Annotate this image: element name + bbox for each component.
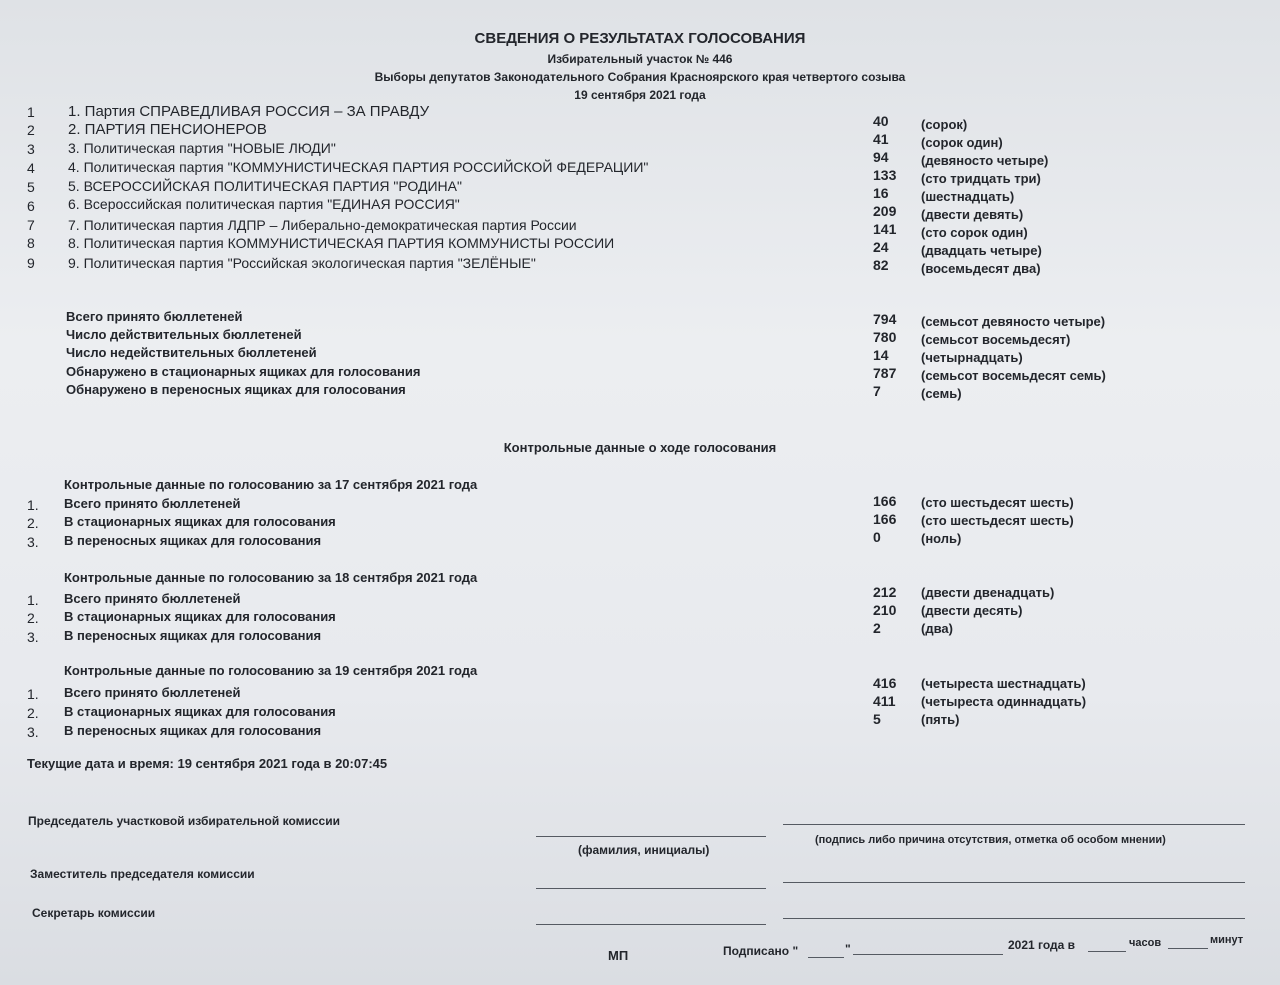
name-caption: (фамилия, инициалы) xyxy=(578,843,710,857)
totals-value: 787 xyxy=(873,365,897,381)
control-row-label: В стационарных ящиках для голосования xyxy=(64,609,336,624)
election-date: 19 сентября 2021 года xyxy=(574,88,706,102)
control-row-label: В стационарных ящиках для голосования xyxy=(64,514,336,529)
control-row-value: 0 xyxy=(873,529,881,545)
row-index: 1 xyxy=(27,104,35,120)
party-votes-words: (сто сорок один) xyxy=(921,225,1028,240)
year-label: 2021 года в xyxy=(1008,938,1076,952)
row-index: 6 xyxy=(27,198,35,214)
party-name: 7. Политическая партия ЛДПР – Либерально-демократическая партия России xyxy=(68,217,577,233)
party-votes: 82 xyxy=(873,257,889,273)
party-name: 8. Политическая партия КОММУНИСТИЧЕСКАЯ ПАРТИЯ КОММУНИСТЫ РОССИИ xyxy=(68,235,615,251)
party-votes-words: (сорок один) xyxy=(921,135,1003,150)
party-votes-words: (шестнадцать) xyxy=(921,189,1015,204)
hours-label: часов xyxy=(1129,937,1162,949)
control-row-value: 411 xyxy=(873,693,896,709)
control-row-label: В переносных ящиках для голосования xyxy=(64,628,322,643)
minutes-line[interactable] xyxy=(1168,948,1208,949)
control-row-label: Всего принято бюллетеней xyxy=(64,496,241,511)
deputy-signature-line[interactable] xyxy=(783,882,1245,883)
totals-value: 794 xyxy=(873,311,897,327)
control-section-title: Контрольные данные о ходе голосования xyxy=(503,440,777,455)
secretary-name-line[interactable] xyxy=(536,924,766,925)
party-votes-words: (девяносто четыре) xyxy=(921,153,1049,168)
control-row-words: (четыреста шестнадцать) xyxy=(921,676,1086,691)
party-name: 3. Политическая партия "НОВЫЕ ЛЮДИ" xyxy=(68,140,336,156)
control-row-label: В переносных ящиках для голосования xyxy=(64,723,322,738)
party-votes-words: (сто тридцать три) xyxy=(921,171,1041,186)
row-index: 4 xyxy=(27,160,35,176)
totals-words: (семьсот восемьдесят) xyxy=(921,332,1071,347)
totals-value: 14 xyxy=(873,347,889,363)
chairman-label: Председатель участковой избирательной комиссии xyxy=(28,814,340,828)
party-votes-words: (сорок) xyxy=(921,117,968,132)
party-name: 2. ПАРТИЯ ПЕНСИОНЕРОВ xyxy=(68,121,267,138)
control-row-words: (двести двенадцать) xyxy=(921,585,1055,600)
row-index: 2. xyxy=(27,515,39,531)
totals-words: (семь) xyxy=(921,386,962,401)
control-row-value: 416 xyxy=(873,675,897,691)
row-index: 1. xyxy=(27,497,39,513)
control-row-label: Всего принято бюллетеней xyxy=(64,685,241,700)
row-index: 9 xyxy=(27,255,35,271)
party-votes: 133 xyxy=(873,167,897,183)
control-row-words: (сто шестьдесят шесть) xyxy=(921,513,1074,528)
party-votes: 40 xyxy=(873,113,889,129)
totals-words: (семьсот восемьдесят семь) xyxy=(921,368,1106,383)
control-row-words: (двести десять) xyxy=(921,603,1023,618)
party-votes: 16 xyxy=(873,185,889,201)
stamp-place: МП xyxy=(608,948,629,963)
secretary-label: Секретарь комиссии xyxy=(32,906,156,920)
control-row-words: (четыреста одиннадцать) xyxy=(921,694,1087,709)
totals-label: Число недействительных бюллетеней xyxy=(66,345,317,360)
signed-quote: " xyxy=(845,942,851,956)
control-row-words: (пять) xyxy=(921,712,960,727)
minutes-label: минут xyxy=(1210,934,1244,946)
row-index: 8 xyxy=(27,235,35,251)
control-row-label: Всего принято бюллетеней xyxy=(64,591,241,606)
totals-words: (четырнадцать) xyxy=(921,350,1023,365)
party-name: 5. ВСЕРОССИЙСКАЯ ПОЛИТИЧЕСКАЯ ПАРТИЯ "РОДИНА" xyxy=(68,178,462,194)
control-row-value: 5 xyxy=(873,711,881,727)
row-index: 3. xyxy=(27,629,39,645)
control-row-value: 212 xyxy=(873,584,897,600)
row-index: 3 xyxy=(27,141,35,157)
deputy-name-line[interactable] xyxy=(536,888,766,889)
control-row-value: 210 xyxy=(873,602,897,618)
totals-label: Число действительных бюллетеней xyxy=(66,327,302,342)
control-row-label: В переносных ящиках для голосования xyxy=(64,533,322,548)
totals-words: (семьсот девяносто четыре) xyxy=(921,314,1106,329)
hours-line[interactable] xyxy=(1088,951,1126,952)
party-votes: 209 xyxy=(873,203,897,219)
row-index: 2. xyxy=(27,610,39,626)
chairman-signature-line[interactable] xyxy=(783,824,1245,825)
party-votes: 41 xyxy=(873,131,889,147)
document-title: СВЕДЕНИЯ О РЕЗУЛЬТАТАХ ГОЛОСОВАНИЯ xyxy=(474,30,806,47)
control-row-label: В стационарных ящиках для голосования xyxy=(64,704,336,719)
totals-value: 780 xyxy=(873,329,897,345)
party-votes-words: (восемьдесят два) xyxy=(921,261,1041,276)
row-index: 1. xyxy=(27,592,39,608)
row-index: 7 xyxy=(27,217,35,233)
party-votes-words: (двести девять) xyxy=(921,207,1024,222)
totals-label: Обнаружено в стационарных ящиках для голосования xyxy=(66,364,421,379)
control-row-words: (два) xyxy=(921,621,953,636)
signed-day-line[interactable] xyxy=(808,957,844,958)
control-row-value: 2 xyxy=(873,620,881,636)
election-name: Выборы депутатов Законодательного Собрания Красноярского края четвертого созыва xyxy=(374,70,906,84)
row-index: 3. xyxy=(27,534,39,550)
totals-label: Обнаружено в переносных ящиках для голосования xyxy=(66,382,406,397)
party-votes: 94 xyxy=(873,149,889,165)
chairman-name-line[interactable] xyxy=(536,836,766,837)
party-name: 6. Всероссийская политическая партия "ЕДИНАЯ РОССИЯ" xyxy=(68,196,460,212)
control-row-value: 166 xyxy=(873,493,897,509)
control-row-words: (сто шестьдесят шесть) xyxy=(921,495,1074,510)
row-index: 2 xyxy=(27,122,35,138)
row-index: 2. xyxy=(27,705,39,721)
current-timestamp: Текущие дата и время: 19 сентября 2021 года в 20:07:45 xyxy=(27,756,388,771)
signed-label: Подписано " xyxy=(723,944,799,958)
party-votes-words: (двадцать четыре) xyxy=(921,243,1042,258)
party-name: 4. Политическая партия "КОММУНИСТИЧЕСКАЯ ПАРТИЯ РОССИЙСКОЙ ФЕДЕРАЦИИ" xyxy=(68,159,649,175)
control-day-heading: Контрольные данные по голосованию за 19 сентября 2021 года xyxy=(64,663,478,678)
secretary-signature-line[interactable] xyxy=(783,918,1245,919)
party-name: 1. Партия СПРАВЕДЛИВАЯ РОССИЯ – ЗА ПРАВДУ xyxy=(68,103,430,120)
row-index: 1. xyxy=(27,686,39,702)
precinct-number: Избирательный участок № 446 xyxy=(547,52,733,66)
control-row-value: 166 xyxy=(873,511,897,527)
signature-caption: (подпись либо причина отсутствия, отметка об особом мнении) xyxy=(815,834,1166,846)
party-votes: 24 xyxy=(873,239,889,255)
control-day-heading: Контрольные данные по голосованию за 18 сентября 2021 года xyxy=(64,570,478,585)
party-votes: 141 xyxy=(873,221,897,237)
control-row-words: (ноль) xyxy=(921,531,962,546)
signed-month-line[interactable] xyxy=(853,954,1003,955)
party-name: 9. Политическая партия "Российская экологическая партия "ЗЕЛЁНЫЕ" xyxy=(68,255,536,271)
row-index: 5 xyxy=(27,179,35,195)
row-index: 3. xyxy=(27,724,39,740)
deputy-label: Заместитель председателя комиссии xyxy=(30,867,255,881)
totals-label: Всего принято бюллетеней xyxy=(66,309,243,324)
control-day-heading: Контрольные данные по голосованию за 17 сентября 2021 года xyxy=(64,477,478,492)
totals-value: 7 xyxy=(873,383,881,399)
